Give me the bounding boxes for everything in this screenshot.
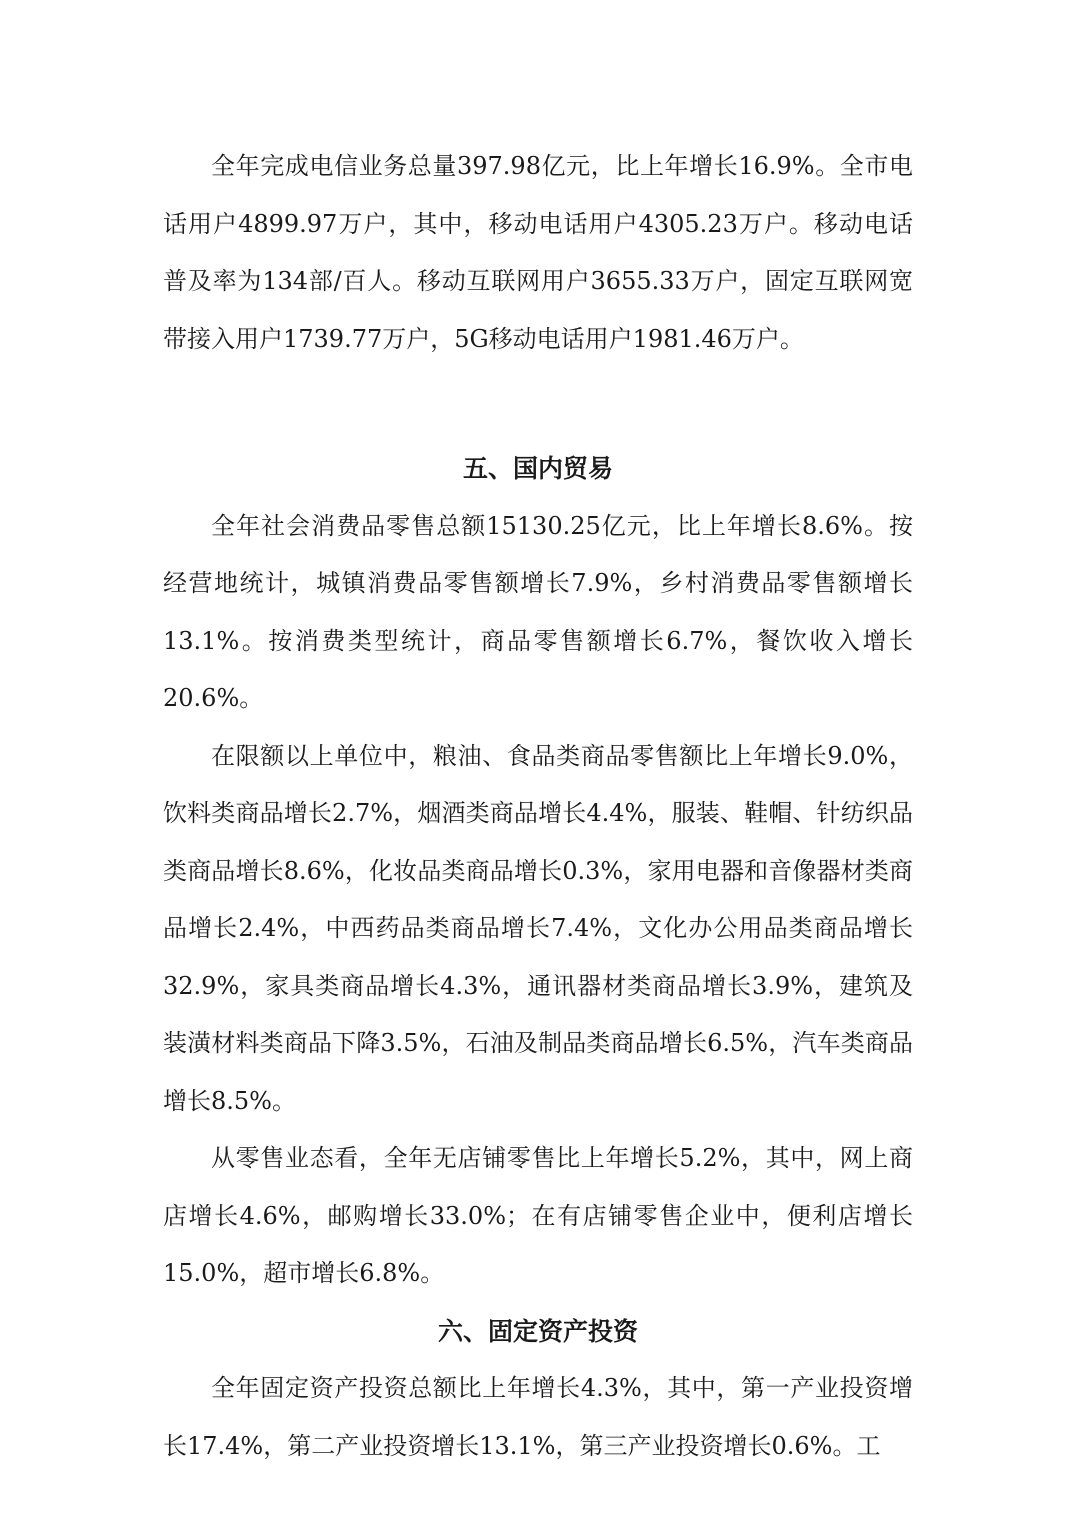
telecom-paragraph: 全年完成电信业务总量397.98亿元，比上年增长16.9%。全市电话用户4899.97万户，其中，移动电话用户4305.23万户。移动电话普及率为134部/百人。移动互联网用户3655.33万户，固定互联网宽带接入用户1739.77万户，5G移动电话用户1981.46万户。 [163,152,913,353]
section-spacer [163,368,913,440]
section-heading-fixed-investment: 六、固定资产投资 [437,1316,638,1346]
fixed-investment-paragraph: 全年固定资产投资总额比上年增长4.3%，其中，第一产业投资增长17.4%，第二产业投资增长13.1%，第三产业投资增长0.6%。工 [163,1374,913,1460]
retail-sales-paragraph: 全年社会消费品零售总额15130.25亿元，比上年增长8.6%。按经营地统计，城镇消费品零售额增长7.9%，乡村消费品零售额增长13.1%。按消费类型统计，商品零售额增长6.7%，餐饮收入增长20.6%。 [163,511,913,712]
section-heading-domestic-trade: 五、国内贸易 [462,454,613,483]
retail-formats-paragraph: 从零售业态看，全年无店铺零售比上年增长5.2%，其中，网上商店增长4.6%，邮购增长33.0%；在有店铺零售企业中，便利店增长15.0%，超市增长6.8%。 [163,1144,913,1287]
above-quota-units-paragraph: 在限额以上单位中，粮油、食品类商品零售额比上年增长9.0%，饮料类商品增长2.7%，烟酒类商品增长4.4%，服装、鞋帽、针纺织品类商品增长8.6%，化妆品类商品增长0.3%，家用电器和音像器材类商品增长2.4%，中西药品类商品增长7.4%，文化办公用品类商品增长32.9%，家具类商品增长4.3%，通讯器材类商品增长3.9%，建筑及装潢材料类商品下降3.5%，石油及制品类商品增长6.5%，汽车类商品增长8.5%。 [163,741,913,1115]
document-page [163,138,913,1475]
